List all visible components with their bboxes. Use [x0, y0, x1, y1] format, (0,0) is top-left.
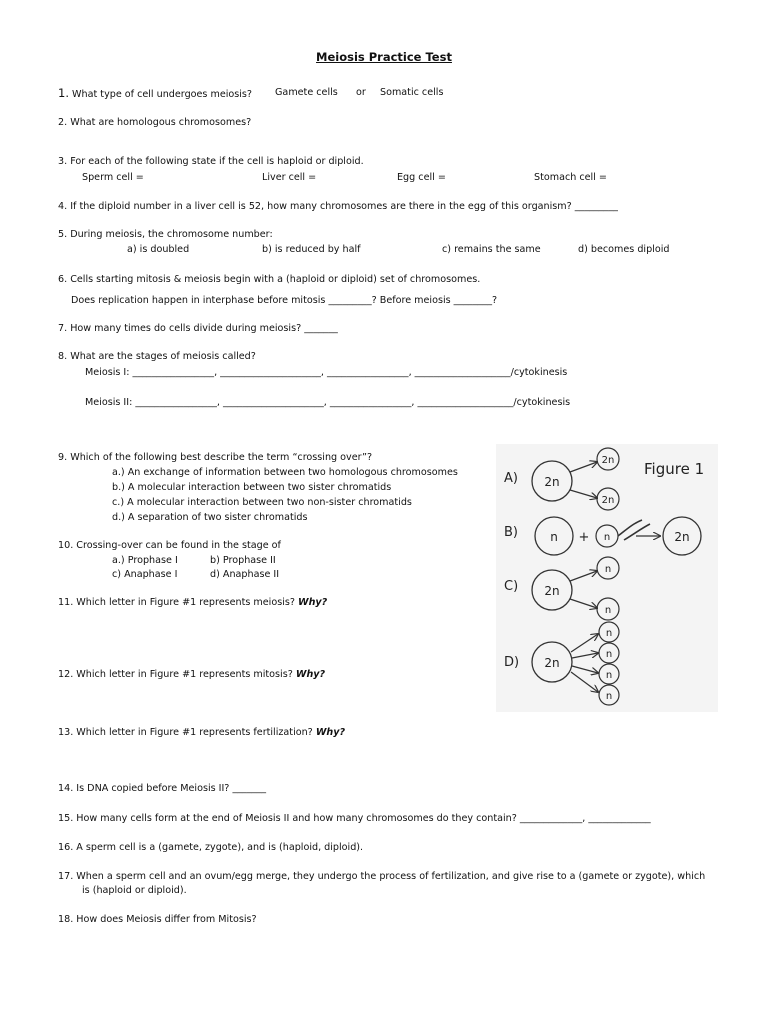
row-a-arrow-1: [570, 462, 597, 472]
question-8: 8. What are the stages of meiosis called?: [58, 351, 256, 362]
question-18: 18. How does Meiosis differ from Mitosis?: [58, 914, 257, 925]
q5-option-d: d) becomes diploid: [578, 244, 670, 255]
row-a-label: A): [504, 471, 518, 486]
q3-stomach-cell: Stomach cell =: [534, 172, 607, 183]
question-9: 9. Which of the following best describe the term “crossing over”?: [58, 452, 373, 463]
row-d-arrow-2: [572, 653, 598, 658]
question-3: 3. For each of the following state if the cell is haploid or diploid.: [58, 156, 364, 167]
row-c-arrow-1: [570, 571, 597, 581]
row-d-child-label-1: n: [605, 628, 613, 639]
q3-egg-cell: Egg cell =: [397, 172, 446, 183]
question-1: [58, 87, 252, 101]
row-c-cells: [532, 557, 619, 620]
row-a-cells: [532, 448, 619, 510]
question-11: [58, 597, 327, 609]
q8-meiosis-2: Meiosis II: _________________, _____________________, _________________, ____________________/cytokinesis: [85, 397, 571, 408]
question-5: 5. During meiosis, the chromosome number:: [58, 229, 273, 240]
question-10: 10. Crossing-over can be found in the stage of: [58, 540, 281, 551]
row-d-parent-label: 2n: [544, 656, 560, 670]
row-b-label: B): [504, 525, 518, 540]
question-15: 15. How many cells form at the end of Meiosis II and how many chromosomes do they contain? _____________, _____________: [58, 813, 651, 824]
row-d-arrow-3: [572, 666, 598, 673]
question-2: 2. What are homologous chromosomes?: [58, 117, 252, 128]
row-c-label: C): [504, 579, 519, 594]
page-title: Meiosis Practice Test: [316, 50, 452, 64]
q3-sperm-cell: Sperm cell =: [82, 172, 144, 183]
q1-option-somatic: Somatic cells: [380, 87, 444, 98]
row-a-child-label-1: 2n: [601, 455, 615, 466]
row-d-child-label-4: n: [605, 691, 613, 702]
q10-option-b: b) Prophase II: [210, 555, 276, 566]
row-d-child-label-3: n: [605, 670, 613, 681]
q11-text: 11. Which letter in Figure #1 represents meiosis?: [58, 597, 295, 608]
q10-option-c: c) Anaphase I: [112, 569, 178, 580]
q1-or: or: [356, 87, 366, 98]
row-a-parent-label: 2n: [544, 475, 560, 489]
row-b-result-label: 2n: [674, 530, 690, 544]
figure-1: [496, 444, 718, 712]
row-b-input-label-2: n: [603, 532, 611, 543]
figure-title: Figure 1: [644, 460, 705, 478]
row-b-plus: +: [578, 530, 590, 545]
q6-subquestion: Does replication happen in interphase before mitosis _________? Before meiosis ________?: [71, 295, 498, 306]
row-d-label: D): [504, 655, 520, 670]
q3-liver-cell: Liver cell =: [262, 172, 317, 183]
row-d-arrow-4: [571, 672, 598, 692]
row-a-child-label-2: 2n: [601, 495, 615, 506]
q11-why: Why?: [298, 597, 328, 608]
q5-option-b: b) is reduced by half: [262, 244, 361, 255]
figure-1-diagram: [496, 444, 718, 712]
q12-text: 12. Which letter in Figure #1 represents mitosis?: [58, 669, 293, 680]
question-12: [58, 669, 325, 681]
q12-why: Why?: [295, 669, 326, 680]
q9-option-b: b.) A molecular interaction between two sister chromatids: [112, 482, 392, 493]
question-14: 14. Is DNA copied before Meiosis II? _______: [58, 783, 267, 794]
row-b-input-label-1: n: [550, 530, 558, 544]
row-c-parent-label: 2n: [544, 584, 560, 598]
question-6: 6. Cells starting mitosis & meiosis begin with a (haploid or diploid) set of chromosomes.: [58, 274, 481, 285]
question-13: [58, 727, 345, 739]
row-a-arrow-2: [570, 490, 597, 498]
question-7: 7. How many times do cells divide during meiosis? _______: [58, 323, 338, 334]
q1-text: What type of cell undergoes meiosis?: [72, 89, 253, 100]
row-d-arrow-1: [571, 634, 598, 652]
q5-option-c: c) remains the same: [442, 244, 541, 255]
row-b-cells: [535, 517, 701, 555]
q9-option-d: d.) A separation of two sister chromatids: [112, 512, 308, 523]
q1-number: 1.: [58, 86, 69, 100]
q10-option-d: d) Anaphase II: [210, 569, 280, 580]
row-c-arrow-2: [570, 599, 597, 608]
row-d-child-label-2: n: [605, 649, 613, 660]
question-17: 17. When a sperm cell and an ovum/egg merge, they undergo the process of fertilization, and give rise to a (gamete or zygote), which: [58, 871, 706, 882]
row-b-sperm-tail: [618, 520, 650, 540]
q5-option-a: a) is doubled: [127, 244, 190, 255]
q13-text: 13. Which letter in Figure #1 represents fertilization?: [58, 727, 313, 738]
question-17-continued: is (haploid or diploid).: [82, 885, 187, 896]
q9-option-c: c.) A molecular interaction between two non-sister chromatids: [112, 497, 412, 508]
question-4: 4. If the diploid number in a liver cell is 52, how many chromosomes are there in the egg of this organism? _________: [58, 201, 618, 212]
q8-meiosis-1: Meiosis I: _________________, _____________________, _________________, ____________________/cytokinesis: [85, 367, 568, 378]
q9-option-a: a.) An exchange of information between two homologous chromosomes: [112, 467, 458, 478]
row-d-cells: [532, 622, 619, 705]
q13-why: Why?: [315, 727, 346, 738]
q1-option-gamete: Gamete cells: [275, 87, 338, 98]
row-c-child-label-2: n: [604, 605, 612, 616]
q10-option-a: a.) Prophase I: [112, 555, 178, 566]
question-16: 16. A sperm cell is a (gamete, zygote), and is (haploid, diploid).: [58, 842, 364, 853]
row-c-child-label-1: n: [604, 564, 612, 575]
